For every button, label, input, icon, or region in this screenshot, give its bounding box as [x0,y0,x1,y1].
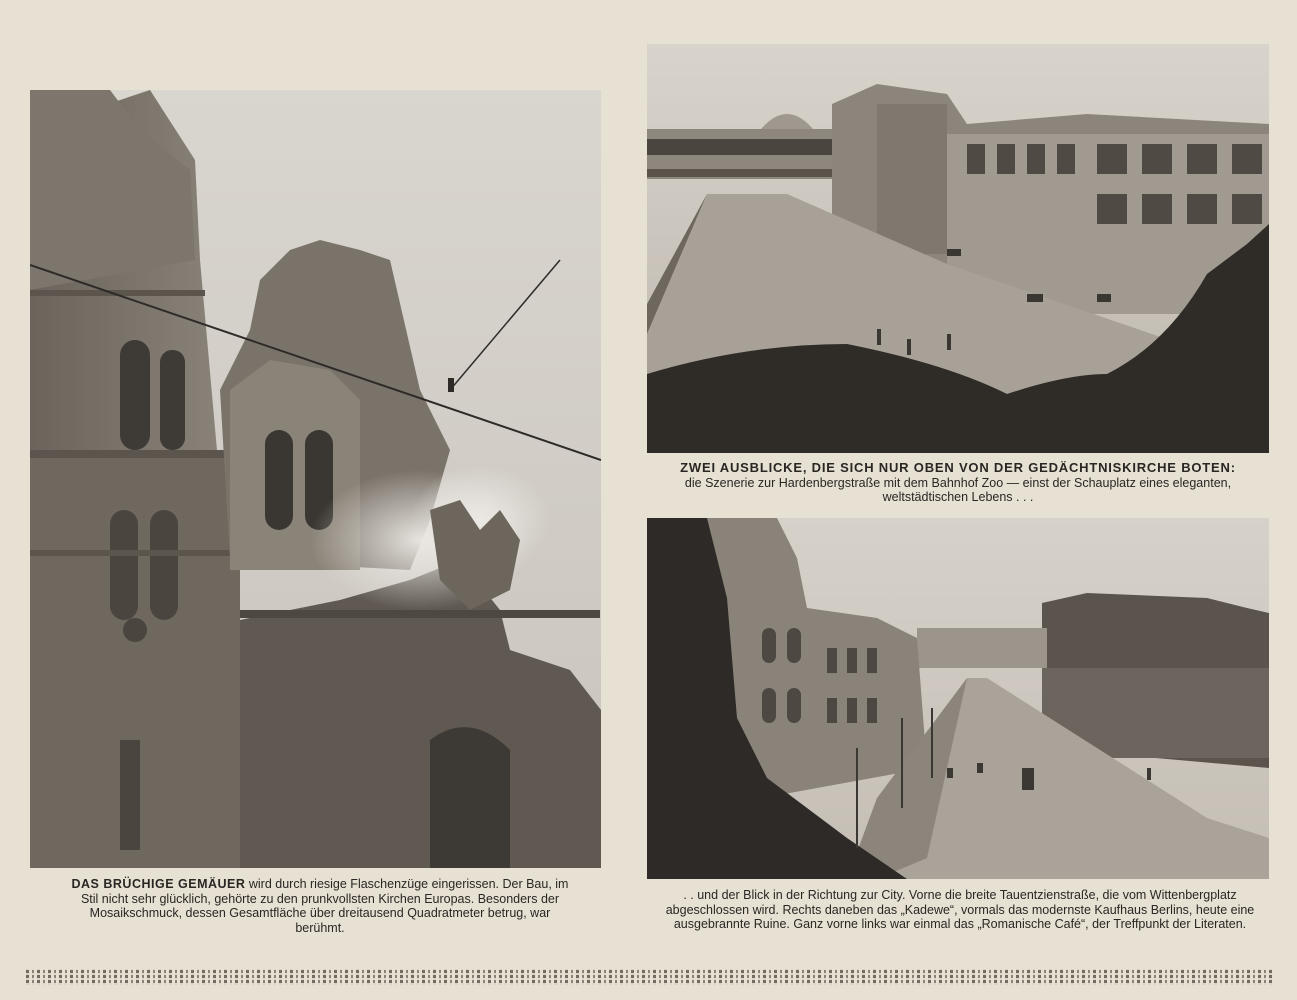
caption-hardenbergstrasse [647,461,1269,505]
caption-body: . . und der Blick in der Richtung zur City. Vorne die breite Tauentzienstraße, die vom Wittenbergplatz abgeschlossen wird. Rechts daneben das „Kadewe“, vormals das modernste Kaufhaus Berlins, heute eine ausgebrannte Ruine. Ganz vorne links war einmal das „Romanische Café“, der Treffpunkt der Literaten. [665,888,1255,931]
decorative-border [26,969,1273,985]
caption-body: die Szenerie zur Hardenbergstraße mit dem Bahnhof Zoo — einst der Schauplatz eines eleganten, weltstädtischen Lebens . . . [684,475,1232,504]
photo-hardenbergstrasse [647,44,1269,453]
photo-tauentzienstrasse [647,518,1269,879]
photo-church-ruin [30,90,601,868]
caption-body: wird durch riesige Flaschenzüge eingerissen. Der Bau, im Stil nicht sehr glücklich, gehörte zu den prunkvollsten Kirchen Europas. Besonders der Mosaikschmuck, dessen Gesamtfläche über dreitausend Quadratmeter betrug, war berühmt. [80,877,569,935]
caption-lead: ZWEI AUSBLICKE, DIE SICH NUR OBEN VON DER GEDÄCHTNISKIRCHE BOTEN: [680,460,1236,475]
caption-tauentzienstrasse [660,888,1260,932]
caption-church-ruin [70,877,570,935]
caption-lead: DAS BRÜCHIGE GEMÄUER [71,877,246,891]
